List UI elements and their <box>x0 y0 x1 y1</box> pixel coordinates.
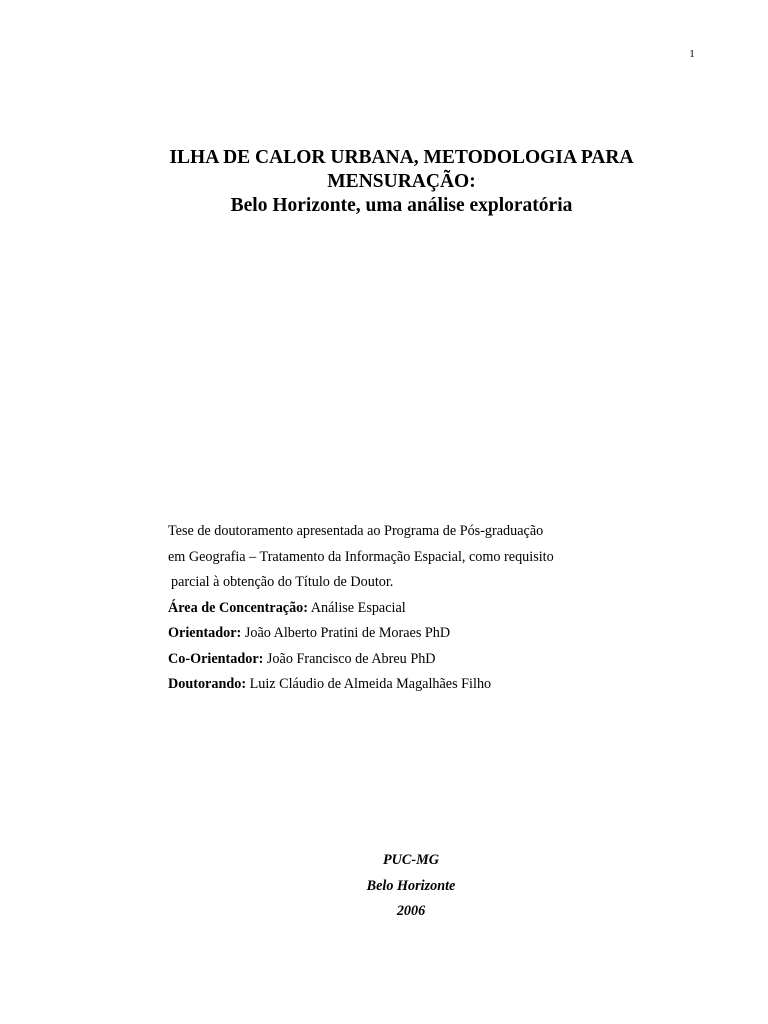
concentration-area-label: Área de Concentração: <box>168 599 308 616</box>
title-block <box>0 146 768 218</box>
city: Belo Horizonte <box>366 877 456 894</box>
concentration-area-row <box>168 596 628 622</box>
concentration-area-value: Análise Espacial <box>310 599 406 616</box>
title-line-1: ILHA DE CALOR URBANA, METODOLOGIA PARA <box>169 147 634 168</box>
doctoral-candidate-value: Luiz Cláudio de Almeida Magalhães Filho <box>249 676 492 692</box>
co-advisor-value: João Francisco de Abreu PhD <box>266 650 436 667</box>
co-advisor-row <box>168 647 628 673</box>
thesis-info-block <box>168 519 628 698</box>
subtitle: Belo Horizonte, uma análise exploratória <box>230 195 573 216</box>
advisor-value: João Alberto Pratini de Moraes PhD <box>244 625 451 641</box>
description-line-3: parcial à obtenção do Título de Doutor. <box>171 574 394 590</box>
advisor-row <box>168 621 628 647</box>
co-advisor-label: Co-Orientador: <box>168 650 264 667</box>
institution: PUC-MG <box>383 852 439 868</box>
title-line-2: MENSURAÇÃO: <box>327 171 476 192</box>
footer-block <box>0 848 768 925</box>
description-line-2: em Geografia – Tratamento da Informação Espacial, como requisito <box>168 548 554 565</box>
description-line-1: Tese de doutoramento apresentada ao Programa de Pós-graduação <box>168 523 544 539</box>
page-number: 1 <box>689 48 695 60</box>
doctoral-candidate-label: Doutorando: <box>168 676 247 692</box>
advisor-label: Orientador: <box>168 625 242 641</box>
year: 2006 <box>396 903 426 919</box>
doctoral-candidate-row <box>168 672 628 698</box>
